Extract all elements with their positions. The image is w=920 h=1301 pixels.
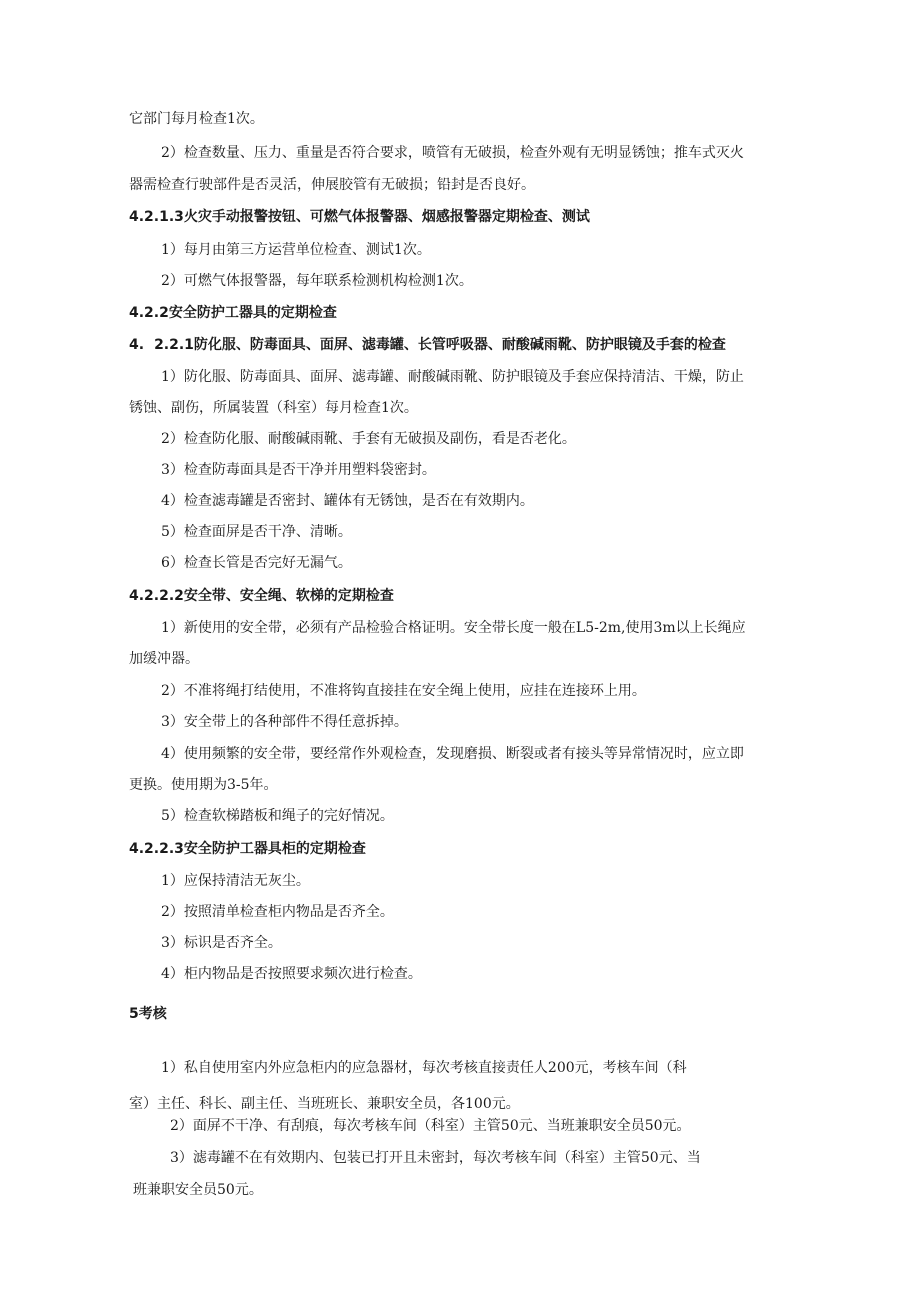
paragraph-line: 室）主任、科长、副主任、当班班长、兼职安全员，各100元。 [129, 1096, 520, 1112]
section-heading: 4.2.2.3安全防护工器具柜的定期检查 [129, 841, 366, 857]
paragraph-line: 3）滤毒罐不在有效期内、包装已打开且未密封，每次考核车间（科室）主管50元、当 [170, 1150, 701, 1166]
paragraph-line: 5）检查软梯踏板和绳子的完好情况。 [161, 808, 394, 824]
paragraph-line: 5）检查面屏是否干净、清晰。 [161, 524, 352, 540]
paragraph-line: 2）检查数量、压力、重量是否符合要求，喷管有无破损，检查外观有无明显锈蚀；推车式灭火 [161, 145, 744, 161]
section-heading [129, 336, 726, 354]
heading-number: 4. [129, 337, 145, 353]
section-heading: 5考核 [129, 1006, 167, 1022]
paragraph-line: 2）不准将绳打结使用，不准将钩直接挂在安全绳上使用，应挂在连接环上用。 [161, 683, 646, 699]
heading-text: 2.2.1防化服、防毒面具、面屏、滤毒罐、长管呼吸器、耐酸碱雨靴、防护眼镜及手套的检查 [154, 337, 726, 353]
paragraph-line: 1）每月由第三方运营单位检查、测试1次。 [161, 242, 431, 258]
paragraph-line: 加缓冲器。 [129, 651, 199, 667]
paragraph-line: 2）面屏不干净、有刮痕，每次考核车间（科室）主管50元、当班兼职安全员50元。 [170, 1118, 691, 1134]
paragraph-line: 3）标识是否齐全。 [161, 935, 282, 951]
paragraph-line: 4）使用频繁的安全带，要经常作外观检查，发现磨损、断裂或者有接头等异常情况时，应立即 [161, 746, 744, 762]
paragraph-line: 1）应保持清洁无灰尘。 [161, 873, 310, 889]
paragraph-line: 2）可燃气体报警器，每年联系检测机构检测1次。 [161, 273, 473, 289]
paragraph-line: 1）私自使用室内外应急柜内的应急器材，每次考核直接责任人200元，考核车间（科 [161, 1060, 687, 1076]
paragraph-line: 4）柜内物品是否按照要求频次进行检查。 [161, 966, 422, 982]
paragraph-line: 1）新使用的安全带，必须有产品检验合格证明。安全带长度一般在L5-2m,使用3m以上长绳应 [161, 620, 746, 636]
section-heading: 4.2.2.2安全带、安全绳、软梯的定期检查 [129, 588, 394, 604]
paragraph-line: 6）检查长管是否完好无漏气。 [161, 555, 352, 571]
paragraph-line: 班兼职安全员50元。 [133, 1182, 263, 1198]
paragraph-line: 更换。使用期为3-5年。 [129, 777, 278, 793]
paragraph-line: 2）按照清单检查柜内物品是否齐全。 [161, 904, 394, 920]
section-heading: 4.2.2安全防护工器具的定期检查 [129, 305, 337, 321]
paragraph-line: 3）检查防毒面具是否干净并用塑料袋密封。 [161, 462, 436, 478]
paragraph-line: 4）检查滤毒罐是否密封、罐体有无锈蚀，是否在有效期内。 [161, 493, 534, 509]
paragraph-line: 2）检查防化服、耐酸碱雨靴、手套有无破损及副伤，看是否老化。 [161, 431, 576, 447]
paragraph-line: 器需检查行驶部件是否灵活，伸展胶管有无破损；铅封是否良好。 [129, 177, 535, 193]
paragraph-line: 它部门每月检查1次。 [129, 111, 264, 127]
paragraph-line: 1）防化服、防毒面具、面屏、滤毒罐、耐酸碱雨靴、防护眼镜及手套应保持清洁、干燥，防止 [161, 369, 744, 385]
paragraph-line: 3）安全带上的各种部件不得任意拆掉。 [161, 714, 408, 730]
section-heading: 4.2.1.3火灾手动报警按钮、可燃气体报警器、烟感报警器定期检查、测试 [129, 209, 590, 225]
paragraph-line: 锈蚀、副伤，所属装置（科室）每月检查1次。 [129, 400, 418, 416]
